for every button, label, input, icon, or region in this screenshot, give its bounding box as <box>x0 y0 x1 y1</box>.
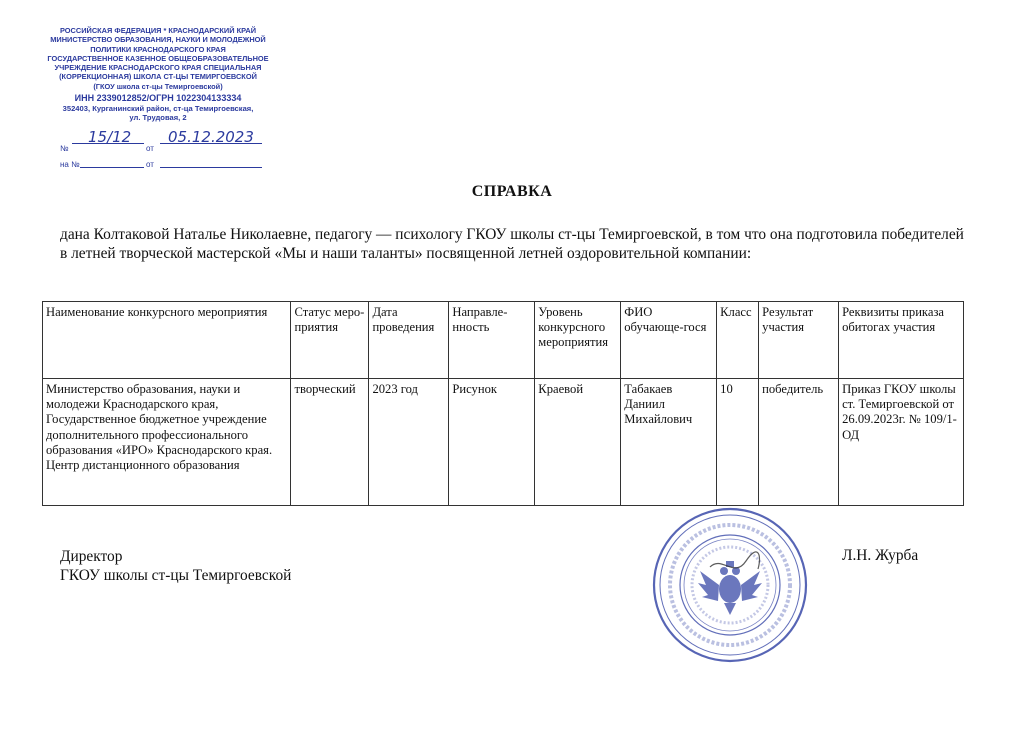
stamp-address-1: 352403, Курганинский район, ст-ца Темиргоевская, <box>62 104 254 114</box>
reg-line <box>60 144 69 153</box>
reg-date-handwritten: 05.12.2023 <box>168 128 254 146</box>
cell-status: творческий <box>291 379 369 506</box>
header-stamp <box>44 26 272 123</box>
header-direction: Направле-нность <box>449 302 535 379</box>
cell-student: Табакаев Даниил Михайлович <box>621 379 717 506</box>
stamp-line: МИНИСТЕРСТВО ОБРАЗОВАНИЯ, НАУКИ И МОЛОДЕЖНОЙ <box>50 35 266 45</box>
cell-order: Приказ ГКОУ школы ст. Темиргоевской от 26.09.2023г. № 109/1- ОД <box>839 379 964 506</box>
cell-date: 2023 год <box>369 379 449 506</box>
results-table <box>42 301 964 506</box>
document-title: СПРАВКА <box>471 183 553 200</box>
stamp-line: (ГКОУ школа ст-цы Темиргоевской) <box>93 81 223 91</box>
header-student: ФИО обучающе-гося <box>621 302 717 379</box>
stamp-inn: ИНН 2339012852/ОГРН 1022304133334 <box>74 93 242 104</box>
intro-text: дана Колтаковой Наталье Николаевне, педагогу — психологу ГКОУ школы ст-цы Темиргоевской, в том что она подготовила победителей в летней творческой мастерской «Мы и наши таланты» посвященной летней оздоровительной компании: <box>60 226 964 262</box>
signature-position-line1: Директор <box>60 548 123 565</box>
header-level: Уровень конкурсного мероприятия <box>535 302 621 379</box>
stamp-line: УЧРЕЖДЕНИЕ КРАСНОДАРСКОГО КРАЯ СПЕЦИАЛЬНАЯ <box>54 63 262 73</box>
reg-from-label: от <box>146 144 154 153</box>
reply-label: на № <box>60 160 80 169</box>
header-status: Статус меро-приятия <box>291 302 369 379</box>
stamp-line: (КОРРЕКЦИОННАЯ) ШКОЛА СТ-ЦЫ ТЕМИРГОЕВСКОЙ <box>59 72 257 82</box>
header-order: Реквизиты приказа обитогах участия <box>839 302 964 379</box>
signature-position <box>60 547 291 585</box>
table-header-row <box>43 302 964 379</box>
header-event: Наименование конкурсного мероприятия <box>43 302 291 379</box>
signature-position-line2: ГКОУ школы ст-цы Темиргоевской <box>60 567 292 584</box>
header-result: Результат участия <box>759 302 839 379</box>
reply-from-label: от <box>146 160 154 169</box>
stamp-address-2: ул. Трудовая, 2 <box>129 113 187 123</box>
round-seal-icon <box>650 505 810 665</box>
cell-level: Краевой <box>535 379 621 506</box>
stamp-line: ГОСУДАРСТВЕННОЕ КАЗЕННОЕ ОБЩЕОБРАЗОВАТЕЛЬНОЕ <box>47 53 269 63</box>
cell-grade: 10 <box>717 379 759 506</box>
reg-number-handwritten: 15/12 <box>88 128 132 146</box>
signature-name: Л.Н. Журба <box>842 547 919 564</box>
reply-date-underline <box>160 167 262 168</box>
reg-no-label: № <box>60 144 69 153</box>
cell-result: победитель <box>759 379 839 506</box>
reply-no-underline <box>80 167 144 168</box>
stamp-line: ПОЛИТИКИ КРАСНОДАРСКОГО КРАЯ <box>90 44 226 54</box>
cell-direction: Рисунок <box>449 379 535 506</box>
table-row <box>43 379 964 506</box>
stamp-line: РОССИЙСКАЯ ФЕДЕРАЦИЯ * КРАСНОДАРСКИЙ КРАЙ <box>59 26 257 35</box>
cell-event: Министерство образования, науки и молодежи Краснодарского края, Государственное бюджетное учреждение дополнительного профессионального образования «ИРО» Краснодарского края. Центр дистанционного образования <box>43 379 291 506</box>
header-date: Дата проведения <box>369 302 449 379</box>
header-grade: Класс <box>717 302 759 379</box>
